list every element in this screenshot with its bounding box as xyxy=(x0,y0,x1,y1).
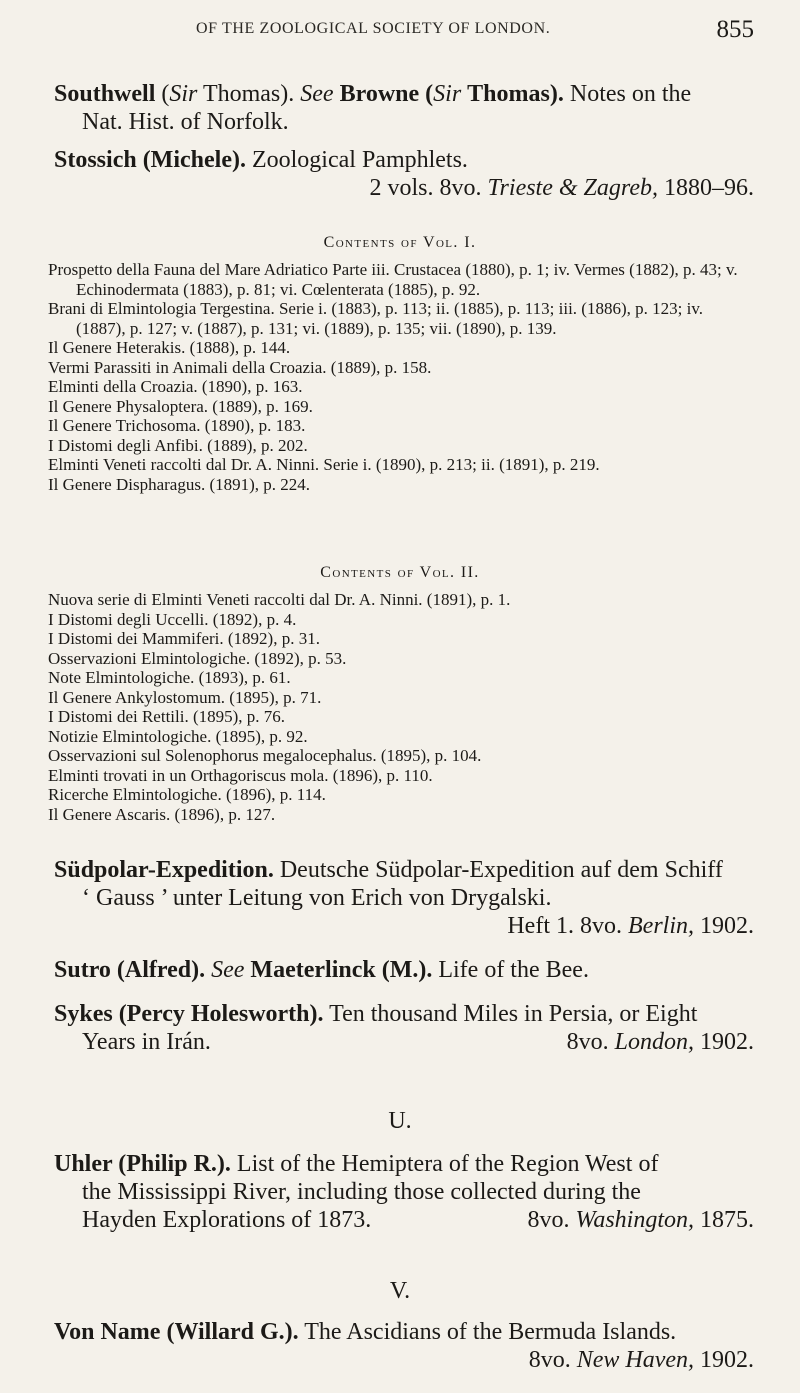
section-letter: U. xyxy=(388,1108,412,1134)
imprint-place: London, xyxy=(614,1029,694,1055)
see-label: See xyxy=(300,81,334,107)
imprint-place: Berlin, xyxy=(628,913,694,939)
see-label: See xyxy=(211,957,245,983)
list-item: Notizie Elmintologiche. (1895), p. 92. xyxy=(48,726,308,746)
title-line-1: Notes on the xyxy=(569,81,692,107)
list-item: I Distomi dei Rettili. (1895), p. 76. xyxy=(48,707,286,726)
imprint xyxy=(528,1206,760,1234)
see-reference-rest: Thomas). xyxy=(467,81,564,107)
list-item: Ricerche Elmintologiche. (1896), p. 114. xyxy=(48,785,326,804)
title-line-1: Ten thousand Miles in Persia, or Eight xyxy=(329,1001,698,1027)
contents-vol-1 xyxy=(0,234,800,494)
list-item: Elminti trovati in un Orthagoriscus mola. (1896), p. 110. xyxy=(48,765,433,785)
imprint-format: 8vo. xyxy=(527,1207,570,1233)
contents-vol-2 xyxy=(0,564,800,824)
section-letter: V. xyxy=(389,1278,411,1304)
entry-uhler xyxy=(0,1150,800,1234)
author-name: Uhler (Philip R.). xyxy=(54,1151,231,1177)
title-line-2-text: Years in Irán. xyxy=(82,1029,211,1055)
list-item: Il Genere Trichosoma. (1890), p. 183. xyxy=(48,416,306,435)
author-name: Stossich (Michele). xyxy=(54,147,246,173)
imprint-year: 1902. xyxy=(700,913,754,939)
title-line-1: List of the Hemiptera of the Region West of xyxy=(236,1151,659,1177)
list-item: Elminti Veneti raccolti dal Dr. A. Ninni. Serie i. (1890), p. 213; ii. (1891), p. 219. xyxy=(48,455,600,474)
entry-sutro xyxy=(0,956,800,984)
list-item: Vermi Parassiti in Animali della Croazia. (1889), p. 158. xyxy=(48,357,432,377)
author-name: Südpolar-Expedition. xyxy=(54,857,274,883)
list-item: I Distomi degli Uccelli. (1892), p. 4. xyxy=(48,609,297,629)
contents-heading: Contents of Vol. II. xyxy=(320,564,480,581)
imprint-format: 8vo. xyxy=(566,1029,609,1055)
list-item: I Distomi dei Mammiferi. (1892), p. 31. xyxy=(48,629,320,648)
title-line-2: Nat. Hist. of Norfolk. xyxy=(82,109,289,135)
title-line-2: the Mississippi River, including those collected during the xyxy=(82,1179,641,1205)
title-line-3-text: Hayden Explorations of 1873. xyxy=(82,1207,372,1233)
author-name: Von Name (Willard G.). xyxy=(54,1319,299,1345)
imprint-place: Trieste & Zagreb, xyxy=(487,175,658,201)
title-line-2: ‘ Gauss ’ unter Leitung von Erich von Drygalski. xyxy=(82,885,552,911)
see-reference: Maeterlinck (M.). xyxy=(250,957,433,983)
list-item: Il Genere Ankylostomum. (1895), p. 71. xyxy=(48,687,322,707)
entry-von-name xyxy=(0,1318,800,1374)
see-reference: Browne ( xyxy=(339,81,434,107)
list-item: Il Genere Physaloptera. (1889), p. 169. xyxy=(48,396,313,416)
entry-stossich xyxy=(0,146,800,202)
imprint-year: 1902. xyxy=(700,1029,754,1055)
list-item: Brani di Elmintologia Tergestina. Serie i. (1883), p. 113; ii. (1885), p. 113; iii. (1886), p. 123; iv. (1887), p. 127; v. (1887), p. 131; vi. (1889), p. 135; vii. (1890), p. 139. xyxy=(48,299,703,338)
title: Life of the Bee. xyxy=(438,957,589,983)
author-honorific: Sir xyxy=(169,81,198,107)
list-item: Osservazioni Elmintologiche. (1892), p. 53. xyxy=(48,648,347,668)
contents-list xyxy=(0,590,800,824)
imprint-format: Heft 1. 8vo. xyxy=(507,913,622,939)
imprint-place: Washington, xyxy=(575,1207,694,1233)
see-honorific: Sir xyxy=(433,81,462,107)
imprint-year: 1875. xyxy=(700,1207,754,1233)
imprint-place: New Haven, xyxy=(576,1347,694,1373)
section-letter-v xyxy=(0,1278,800,1305)
imprint-year: 1880–96. xyxy=(664,175,754,201)
contents-heading: Contents of Vol. I. xyxy=(323,234,477,251)
list-item: Osservazioni sul Solenophorus megalocephalus. (1895), p. 104. xyxy=(48,746,482,765)
title-line-2 xyxy=(54,1028,760,1056)
imprint xyxy=(567,1028,760,1056)
author-name: Southwell xyxy=(54,81,156,107)
running-title: OF THE ZOOLOGICAL SOCIETY OF LONDON. xyxy=(196,20,551,37)
imprint-format: 2 vols. 8vo. xyxy=(369,175,482,201)
imprint-year: 1902. xyxy=(700,1347,754,1373)
list-item: Elminti della Croazia. (1890), p. 163. xyxy=(48,377,303,396)
imprint xyxy=(54,1346,760,1374)
author-given: Thomas xyxy=(202,81,281,107)
list-item: Nuova serie di Elminti Veneti raccolti dal Dr. A. Ninni. (1891), p. 1. xyxy=(48,590,511,609)
entry-southwell: Southwell (Sir Thomas). See Browne (Sir Thomas). Notes on the Nat. Hist. of Norfolk. xyxy=(0,80,800,136)
imprint xyxy=(54,174,760,202)
list-item: Il Genere Dispharagus. (1891), p. 224. xyxy=(48,474,311,494)
list-item: Note Elmintologiche. (1893), p. 61. xyxy=(48,668,291,687)
page-number: 855 xyxy=(716,16,754,43)
title: Zoological Pamphlets. xyxy=(251,147,468,173)
entry-sudpolar xyxy=(0,856,800,940)
section-letter-u xyxy=(0,1108,800,1135)
title-line-3 xyxy=(54,1206,760,1234)
title: The Ascidians of the Bermuda Islands. xyxy=(304,1319,677,1345)
entry-sykes xyxy=(0,1000,800,1056)
author-name: Sykes (Percy Holesworth). xyxy=(54,1001,324,1027)
running-head xyxy=(0,16,800,46)
list-item: I Distomi degli Anfibi. (1889), p. 202. xyxy=(48,435,308,455)
list-item: Il Genere Heterakis. (1888), p. 144. xyxy=(48,338,291,357)
title-line-1: Deutsche Südpolar-Expedition auf dem Schiff xyxy=(279,857,723,883)
imprint-format: 8vo. xyxy=(528,1347,571,1373)
contents-list xyxy=(0,260,800,494)
list-item: Prospetto della Fauna del Mare Adriatico Parte iii. Crustacea (1880), p. 1; iv. Vermes (1882), p. 43; v. Echinodermata (1883), p. 81; vi. Cœlenterata (1885), p. 92. xyxy=(48,260,738,299)
author-name: Sutro (Alfred). xyxy=(54,957,206,983)
list-item: Il Genere Ascaris. (1896), p. 127. xyxy=(48,804,276,824)
imprint xyxy=(54,912,760,940)
